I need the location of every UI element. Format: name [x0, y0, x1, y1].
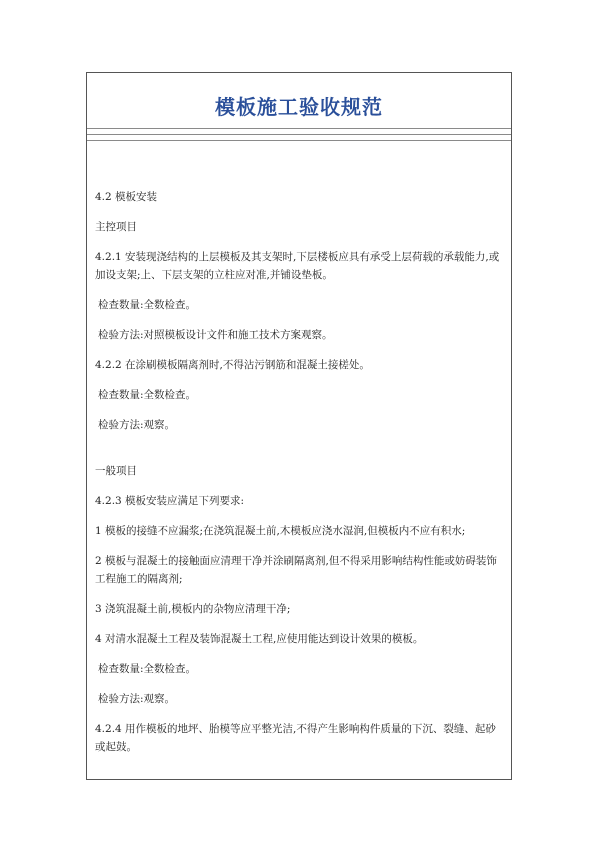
title-divider-middle	[87, 134, 511, 135]
title-divider-bottom	[87, 140, 511, 141]
requirement-2: 2 模板与混凝土的接触面应清理干净并涂刷隔离剂,但不得采用影响结构性能或妨碍装饰工程施工的隔离剂;	[95, 555, 497, 585]
section-heading: 4.2 模板安装	[95, 191, 158, 203]
requirement-4: 4 对清水混凝土工程及装饰混凝土工程,应使用能达到设计效果的模板。	[95, 633, 424, 645]
clause-4-2-1: 4.2.1 安装现浇结构的上层模板及其支架时,下层楼板应具有承受上层荷载的承载能力,或加设支架;上、下层支架的立柱应对准,并铺设垫板。	[95, 251, 500, 281]
document-body	[95, 188, 501, 768]
clause-4-2-1-check-method: 检验方法:对照模板设计文件和施工技术方案观察。	[98, 329, 333, 341]
title-divider-top	[87, 128, 511, 129]
clause-4-2-2-check-quantity: 检查数量:全数检查。	[98, 389, 197, 401]
clause-4-2-3-check-quantity: 检查数量:全数检查。	[98, 663, 197, 675]
clause-4-2-2-check-method: 检验方法:观察。	[98, 419, 176, 431]
clause-4-2-2: 4.2.2 在涂刷模板隔离剂时,不得沾污钢筋和混凝土接槎处。	[95, 359, 370, 371]
main-items-heading: 主控项目	[95, 221, 137, 233]
document-title: 模板施工验收规范	[215, 95, 383, 119]
clause-4-2-3-check-method: 检验方法:观察。	[98, 693, 176, 705]
section-spacer	[95, 446, 501, 462]
document-frame	[86, 72, 512, 780]
requirement-1: 1 模板的接缝不应漏浆;在浇筑混凝土前,木模板应浇水湿润,但模板内不应有积水;	[95, 525, 466, 537]
clause-4-2-4: 4.2.4 用作模板的地坪、胎模等应平整光洁,不得产生影响构件质量的下沉、裂缝、起砂或起鼓。	[95, 723, 496, 753]
clause-4-2-3: 4.2.3 模板安装应满足下列要求:	[95, 495, 245, 507]
general-items-heading: 一般项目	[95, 465, 137, 477]
requirement-3: 3 浇筑混凝土前,模板内的杂物应清理干净;	[95, 603, 291, 615]
clause-4-2-1-check-quantity: 检查数量:全数检查。	[98, 299, 197, 311]
